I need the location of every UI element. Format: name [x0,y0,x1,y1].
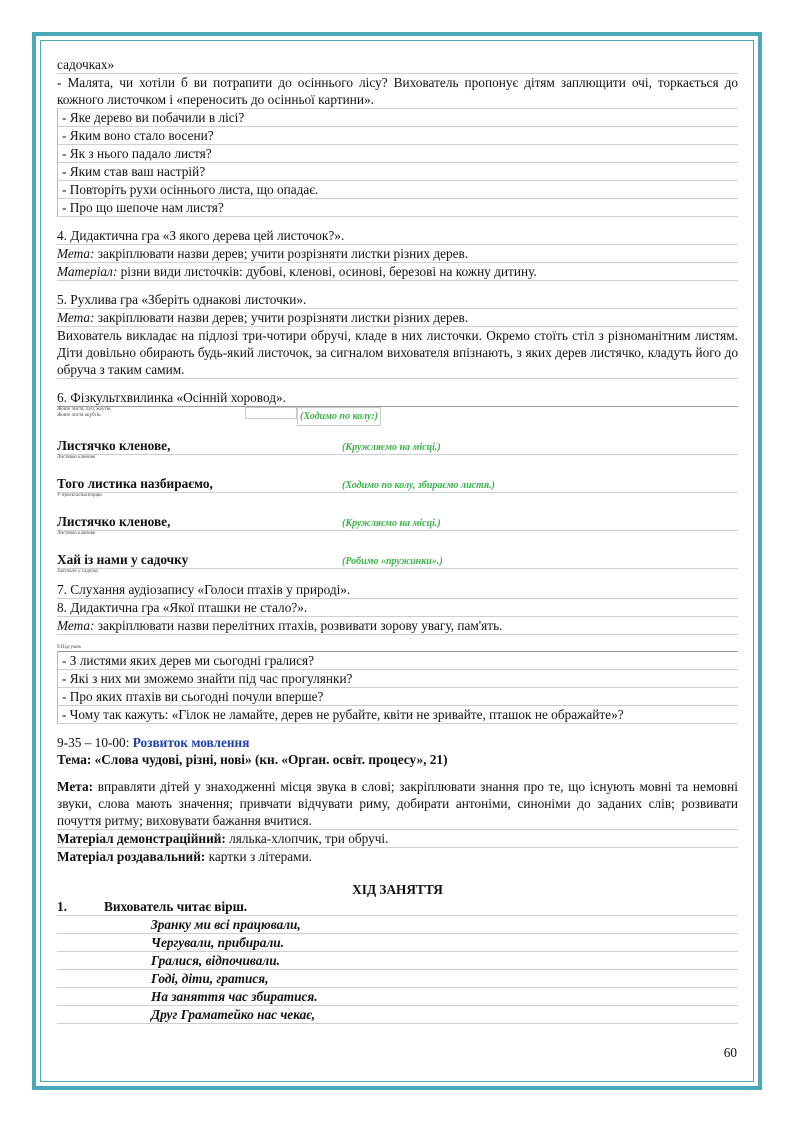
item6-first-action: (Ходимо по колу:) [297,407,381,426]
final-question: - З листями яких дерев ми сьогодні гралися? [57,652,738,670]
item6-tiny2: Жовте листя ацубтік. [57,413,102,418]
intro-line1: - Малята, чи хотіли б ви потрапити до осіннього лісу? Вихователь пропонує дітям заплющити очі, торкається до кожного листочком і «переносить до осінньої картини». [57,75,738,107]
item4-title: 4. Дидактична гра «З якого дерева цей листочок?». [57,227,738,245]
poem-line: Друг Граматейко нас чекає, [57,1006,738,1024]
final-question: - Про яких птахів ви сьогодні почули вперше? [57,688,738,706]
poem-line: Гралися, відпочивали. [57,952,738,970]
final-question: - Які з них ми зможемо знайти під час прогулянки? [57,670,738,688]
lesson-heading: ХІД ЗАНЯТТЯ [352,882,443,897]
lesson-handout: Матеріал роздавальний: картки з літерами. [57,849,313,864]
poem-line: Годі, діти, гратися, [57,970,738,988]
verse-tiny: Залучали у садочку [57,569,99,574]
poem-line: Зранку ми всі працювали, [57,916,738,934]
verse-tiny: У проєктаспаспорцю [57,493,102,498]
item6-title: 6. Фізкультхвилинка «Осінній хоровод». [57,389,738,407]
item4-goal: Мета: закріплювати назви дерев; учити розрізняти листки різних дерев. [57,245,738,263]
page-number: 60 [723,1045,737,1060]
lesson-time: 9-35 – 10-00: Розвиток мовлення [57,735,250,750]
intro-question: - Яким воно стало восени? [57,127,738,145]
verse-row [57,437,738,455]
verse-action: (Кружляємо на місці.) [342,518,441,529]
item7-title: 7. Слухання аудіозапису «Голоси птахів у природі». [57,581,738,599]
intro-question: - Повторіть рухи осіннього листа, що опадає. [57,181,738,199]
lesson-goal: Мета: вправляти дітей у знаходженні місця звука в слові; закріплювати знання про те, що існують мовні та немовні звуки, слова мають значення; привчати відчувати риму, добирати антоніми, синоніми до заданих слів; розвивати почуття ритму; виховувати бажання вчитися. [57,779,738,828]
item5-text: Вихователь викладає на підлозі три-чотири обручі, кладе в них листочки. Окремо стоїть стіл з різноманітним листям. Діти довільно обирають будь-який листочок, за сигналом вихователя впізнають, з яких дерев листячко, кладуть його до обруча з таким самим. [57,328,738,377]
verse-tiny: Листячко кленове [57,455,96,460]
item8-goal: Мета: закріплювати назви перелітних птахів, розвивати зорову увагу, пам'ять. [57,617,738,635]
intro-line0: садочках» [57,56,738,74]
verse-action: (Кружляємо на місці.) [342,442,441,453]
item6-tiny-row [57,407,738,423]
verse-text: Того листика назбираємо, [57,476,213,491]
lesson-demo: Матеріал демонстраційний: лялька-хлопчик, три обручі. [57,830,738,848]
item8-title: 8. Дидактична гра «Якої пташки не стало?». [57,599,738,617]
document-body [57,56,738,1024]
verse-tiny: Листячко кленове [57,531,96,536]
intro-question: - Як з нього падало листя? [57,145,738,163]
verse-text: Листячко кленове, [57,438,171,453]
item9-tiny: 9.Підсумок [57,645,738,652]
poem-line: На заняття час збиратися. [57,988,738,1006]
verse-row [57,551,738,569]
intro-question: - Яке дерево ви побачили в лісі? [57,109,738,127]
verse-action: (Ходимо по колу, збираємо листя.) [342,480,495,491]
verse-text: Хай із нами у садочку [57,552,189,567]
lesson-theme: Тема: «Слова чудові, різні, нові» (кн. «Орган. освіт. процесу», 21) [57,752,448,767]
lesson-step: 1. Вихователь читає вірш. [57,898,738,916]
intro-question: - Про що шепоче нам листя? [57,199,738,217]
verse-text: Листячко кленове, [57,514,171,529]
item6-tiny1: Жовте листя, пуп, жоутю, [57,407,112,412]
intro-question: - Яким став ваш настрій? [57,163,738,181]
item5-title: 5. Рухлива гра «Зберіть однакові листочки». [57,291,738,309]
item4-material: Матеріал: різни види листочків: дубові, кленові, осинові, березові на кожну дитину. [57,263,738,281]
final-question: - Чому так кажуть: «Гілок не ламайте, дерев не рубайте, квіти не зривайте, пташок не ображайте»? [57,706,738,724]
verse-row [57,475,738,493]
verse-action: (Робимо «пружинки».) [342,556,443,567]
poem-line: Чергували, прибирали. [57,934,738,952]
verse-row [57,513,738,531]
item5-goal: Мета: закріплювати назви дерев; учити розрізняти листки різних дерев. [57,309,738,327]
